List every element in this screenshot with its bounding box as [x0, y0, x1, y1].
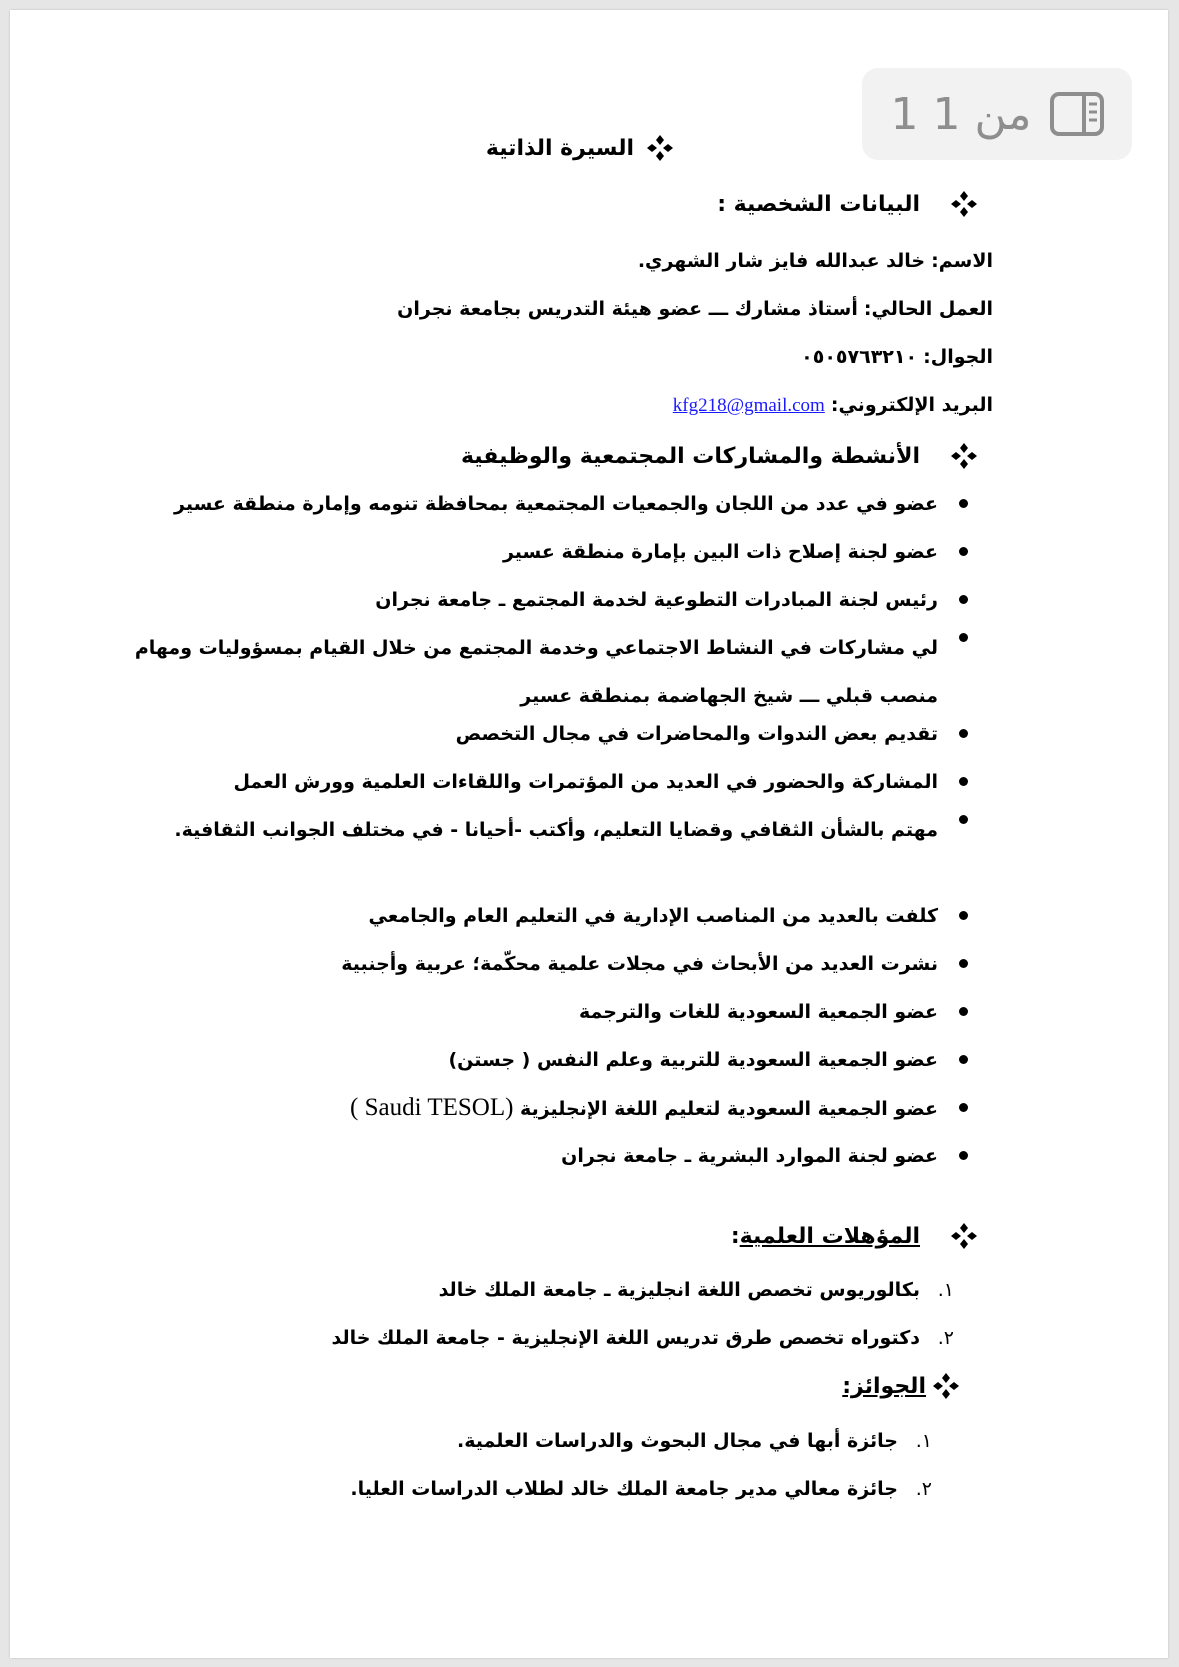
personal-heading-text: البيانات الشخصية : [717, 191, 920, 217]
bullet-dot [959, 1055, 968, 1064]
bullet-dot [959, 911, 968, 920]
list-item: عضو لجنة إصلاح ذات البين بإمارة منطقة عسير [58, 538, 938, 586]
awards-heading-text: الجوائز: [842, 1373, 926, 1399]
job-value: أستاذ مشارك ـــ عضو هيئة التدريس بجامعة نجران [397, 298, 858, 320]
qualifications-heading-suffix: : [730, 1223, 740, 1249]
bullet-dot [959, 1007, 968, 1016]
qualifications-heading-text: المؤهلات العلمية [739, 1223, 920, 1249]
item-number: ١. [937, 1279, 954, 1301]
list-item: كلفت بالعديد من المناصب الإدارية في التعليم العام والجامعي [58, 902, 938, 950]
qualifications-heading [731, 1222, 978, 1250]
cv-content [10, 10, 1168, 1658]
tesol-item-text: عضو الجمعية السعودية لتعليم اللغة الإنجليزية [520, 1098, 938, 1120]
award-item: ١.جائزة أبها في مجال البحوث والدراسات العلمية. [457, 1427, 932, 1455]
list-item: عضو الجمعية السعودية للتربية وعلم النفس ( جستن) [58, 1046, 938, 1094]
activities-list [58, 490, 938, 1190]
item-number: ٢. [937, 1327, 954, 1349]
qualification-item: ٢.دكتوراه تخصص طرق تدريس اللغة الإنجليزية - جامعة الملك خالد [332, 1324, 955, 1352]
bullet-dot [959, 633, 968, 642]
bullet-dot [959, 547, 968, 556]
list-item [58, 1094, 938, 1142]
document-page [10, 10, 1168, 1658]
bullet-dot [959, 729, 968, 738]
list-item: رئيس لجنة المبادرات التطوعية لخدمة المجتمع ـ جامعة نجران [58, 586, 938, 634]
four-diamond-bullet-icon [950, 190, 978, 218]
bullet-dot [959, 1103, 968, 1112]
list-item: تقديم بعض الندوات والمحاضرات في مجال التخصص [58, 720, 938, 768]
cv-title-text: السيرة الذاتية [485, 135, 634, 161]
job-label: العمل الحالي: [863, 298, 993, 320]
awards-heading [842, 1372, 960, 1400]
email-label: البريد الإلكتروني: [830, 394, 993, 416]
bullet-dot [959, 499, 968, 508]
activities-heading [461, 442, 978, 470]
email-link[interactable]: kfg218@gmail.com [672, 395, 825, 416]
name-label: الاسم: [931, 250, 993, 272]
four-diamond-bullet-icon [932, 1372, 960, 1400]
bullet-dot [959, 815, 968, 824]
mobile-label: الجوال: [923, 346, 993, 368]
personal-heading [717, 190, 978, 218]
item-number: ٢. [915, 1478, 932, 1500]
mobile-value: ٠٥٠٥٧٦٣٢١٠ [801, 346, 918, 368]
list-item: المشاركة والحضور في العديد من المؤتمرات واللقاءات العلمية وورش العمل [58, 768, 938, 816]
award-item: ٢.جائزة معالي مدير جامعة الملك خالد لطلاب الدراسات العليا. [350, 1475, 932, 1503]
list-item: عضو الجمعية السعودية للغات والترجمة [58, 998, 938, 1046]
list-item: لي مشاركات في النشاط الاجتماعي وخدمة المجتمع من خلال القيام بمسؤوليات ومهام منصب قبلي ـــ شيخ الجهاضمة بمنطقة عسير [58, 624, 938, 720]
tesol-latin: ( Saudi TESOL) [350, 1094, 514, 1121]
activities-heading-text: الأنشطة والمشاركات المجتمعية والوظيفية [460, 443, 920, 469]
four-diamond-bullet-icon [950, 1222, 978, 1250]
qualification-item: ١.بكالوريوس تخصص اللغة انجليزية ـ جامعة الملك خالد [439, 1276, 954, 1304]
bullet-dot [959, 777, 968, 786]
bullet-dot [959, 959, 968, 968]
list-item: مهتم بالشأن الثقافي وقضايا التعليم، وأكتب -أحيانا - في مختلف الجوانب الثقافية. [58, 806, 938, 902]
four-diamond-bullet-icon [646, 134, 674, 162]
mobile-line [801, 343, 993, 371]
list-item: نشرت العديد من الأبحاث في مجلات علمية محكّمة؛ عربية وأجنبية [58, 950, 938, 998]
name-value: خالد عبدالله فايز شار الشهري. [637, 250, 926, 272]
email-line [673, 391, 993, 420]
page-count-label: 1 من 1 [890, 88, 1032, 140]
item-number: ١. [915, 1430, 932, 1452]
cv-title [486, 134, 674, 162]
name-line [638, 247, 993, 275]
list-item: عضو في عدد من اللجان والجمعيات المجتمعية بمحافظة تنومه وإمارة منطقة عسير [58, 490, 938, 538]
bullet-dot [959, 1151, 968, 1160]
bullet-dot [959, 595, 968, 604]
four-diamond-bullet-icon [950, 442, 978, 470]
job-line [397, 295, 993, 323]
list-item: عضو لجنة الموارد البشرية ـ جامعة نجران [58, 1142, 938, 1190]
